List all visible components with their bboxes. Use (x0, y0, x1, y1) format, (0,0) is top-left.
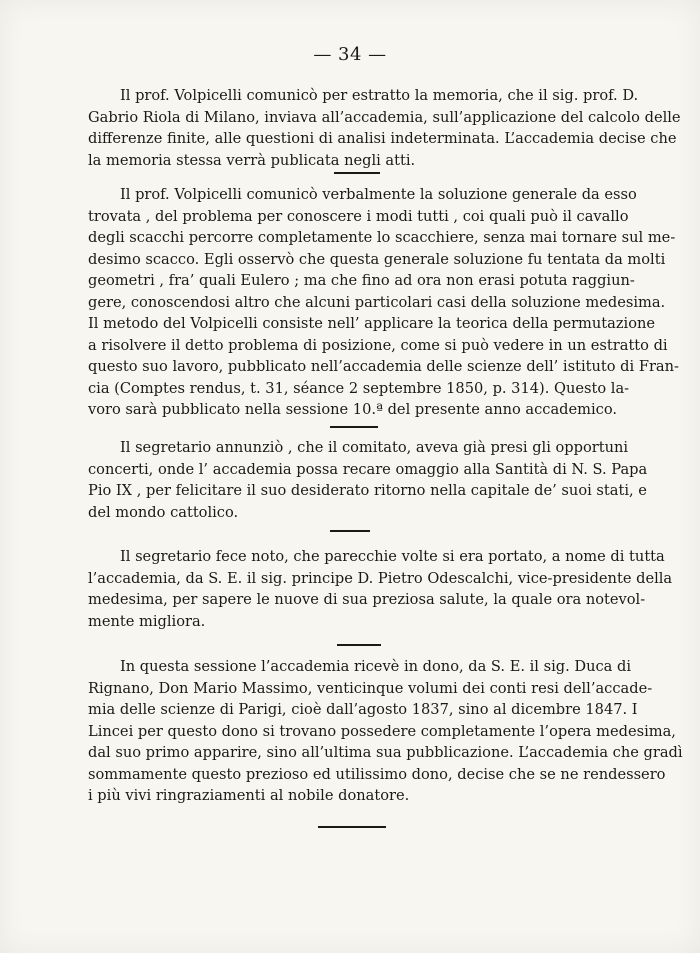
text-line: Lincei per questo dono si trovano possedere completamente l’opera medesima, (88, 722, 676, 740)
section-divider (330, 530, 370, 532)
text-line: dal suo primo apparire, sino all’ultima sua pubblicazione. L’accademia che gradì (88, 744, 683, 761)
text-line: la memoria stessa verrà publicata negli atti. (88, 151, 416, 169)
text-line: a risolvere il detto problema di posizione, come si può vedere in un estratto di (88, 336, 668, 354)
text-line: Il segretario fece noto, che parecchie volte si era portato, a nome di tutta (120, 548, 665, 565)
text-line: del mondo cattolico. (88, 503, 239, 521)
text-line: Il segretario annunziò , che il comitato, aveva già presi gli opportuni (120, 439, 629, 456)
text-line: mente migliora. (88, 612, 206, 630)
paragraph-1 (0, 85, 700, 171)
paragraph-3 (0, 437, 700, 523)
text-line: Pio IX , per felicitare il suo desiderato ritorno nella capitale de’ suoi stati, e (88, 482, 647, 499)
text-line: sommamente questo prezioso ed utilissimo dono, decise che se ne rendessero (88, 765, 666, 783)
text-line: Gabrio Riola di Milano, inviava all’accademia, sull’applicazione del calcolo delle (88, 108, 681, 126)
text-line: degli scacchi percorre completamente lo scacchiere, senza mai tornare sul me- (88, 229, 676, 246)
text-line: Il prof. Volpicelli comunicò verbalmente la soluzione generale da esso (120, 186, 637, 203)
section-divider (334, 172, 380, 174)
closing-rule (318, 826, 386, 828)
paragraph-text (0, 184, 700, 421)
text-line: l’accademia, da S. E. il sig. principe D. Pietro Odescalchi, vice-presidente della (88, 569, 673, 587)
section-divider (330, 426, 378, 428)
text-line: medesima, per sapere le nuove di sua preziosa salute, la quale ora notevol- (88, 591, 646, 608)
paragraph-text (0, 546, 700, 632)
text-line: Rignano, Don Mario Massimo, venticinque volumi dei conti resi dell’accade- (88, 679, 653, 697)
text-line: In questa sessione l’accademia ricevè in dono, da S. E. il sig. Duca di (120, 658, 631, 675)
page-number: — 34 — (313, 44, 387, 65)
paragraph-2 (0, 184, 700, 421)
text-line: Il metodo del Volpicelli consiste nell’ applicare la teorica della permutazione (88, 315, 656, 332)
paragraph-5 (0, 656, 700, 807)
text-line: mia delle scienze di Parigi, cioè dall’agosto 1837, sino al dicembre 1847. I (88, 701, 638, 718)
text-line: questo suo lavoro, pubblicato nell’accademia delle scienze dell’ istituto di Fran- (88, 358, 679, 375)
paragraph-text (0, 656, 700, 807)
text-line: desimo scacco. Egli osservò che questa generale soluzione fu tentata da molti (88, 250, 666, 268)
text-line: i più vivi ringraziamenti al nobile donatore. (88, 787, 410, 804)
text-line: voro sarà pubblicato nella sessione 10.ª del presente anno accademico. (88, 401, 617, 418)
text-line: differenze finite, alle questioni di analisi indeterminata. L’accademia decise che (88, 130, 677, 147)
text-line: concerti, onde l’ accademia possa recare omaggio alla Santità di N. S. Papa (88, 460, 648, 478)
text-line: Il prof. Volpicelli comunicò per estratto la memoria, che il sig. prof. D. (120, 87, 639, 104)
paragraph-text (0, 85, 700, 171)
paragraph-4 (0, 546, 700, 632)
paragraph-text (0, 437, 700, 523)
text-line: gere, conoscendosi altro che alcuni particolari casi della soluzione medesima. (88, 293, 666, 311)
text-line: trovata , del problema per conoscere i modi tutti , coi quali può il cavallo (88, 207, 629, 225)
text-line: geometri , fra’ quali Eulero ; ma che fino ad ora non erasi potuta raggiun- (88, 272, 635, 289)
section-divider (337, 644, 381, 646)
text-line: cia (Comptes rendus, t. 31, séance 2 septembre 1850, p. 314). Questo la- (88, 379, 630, 397)
